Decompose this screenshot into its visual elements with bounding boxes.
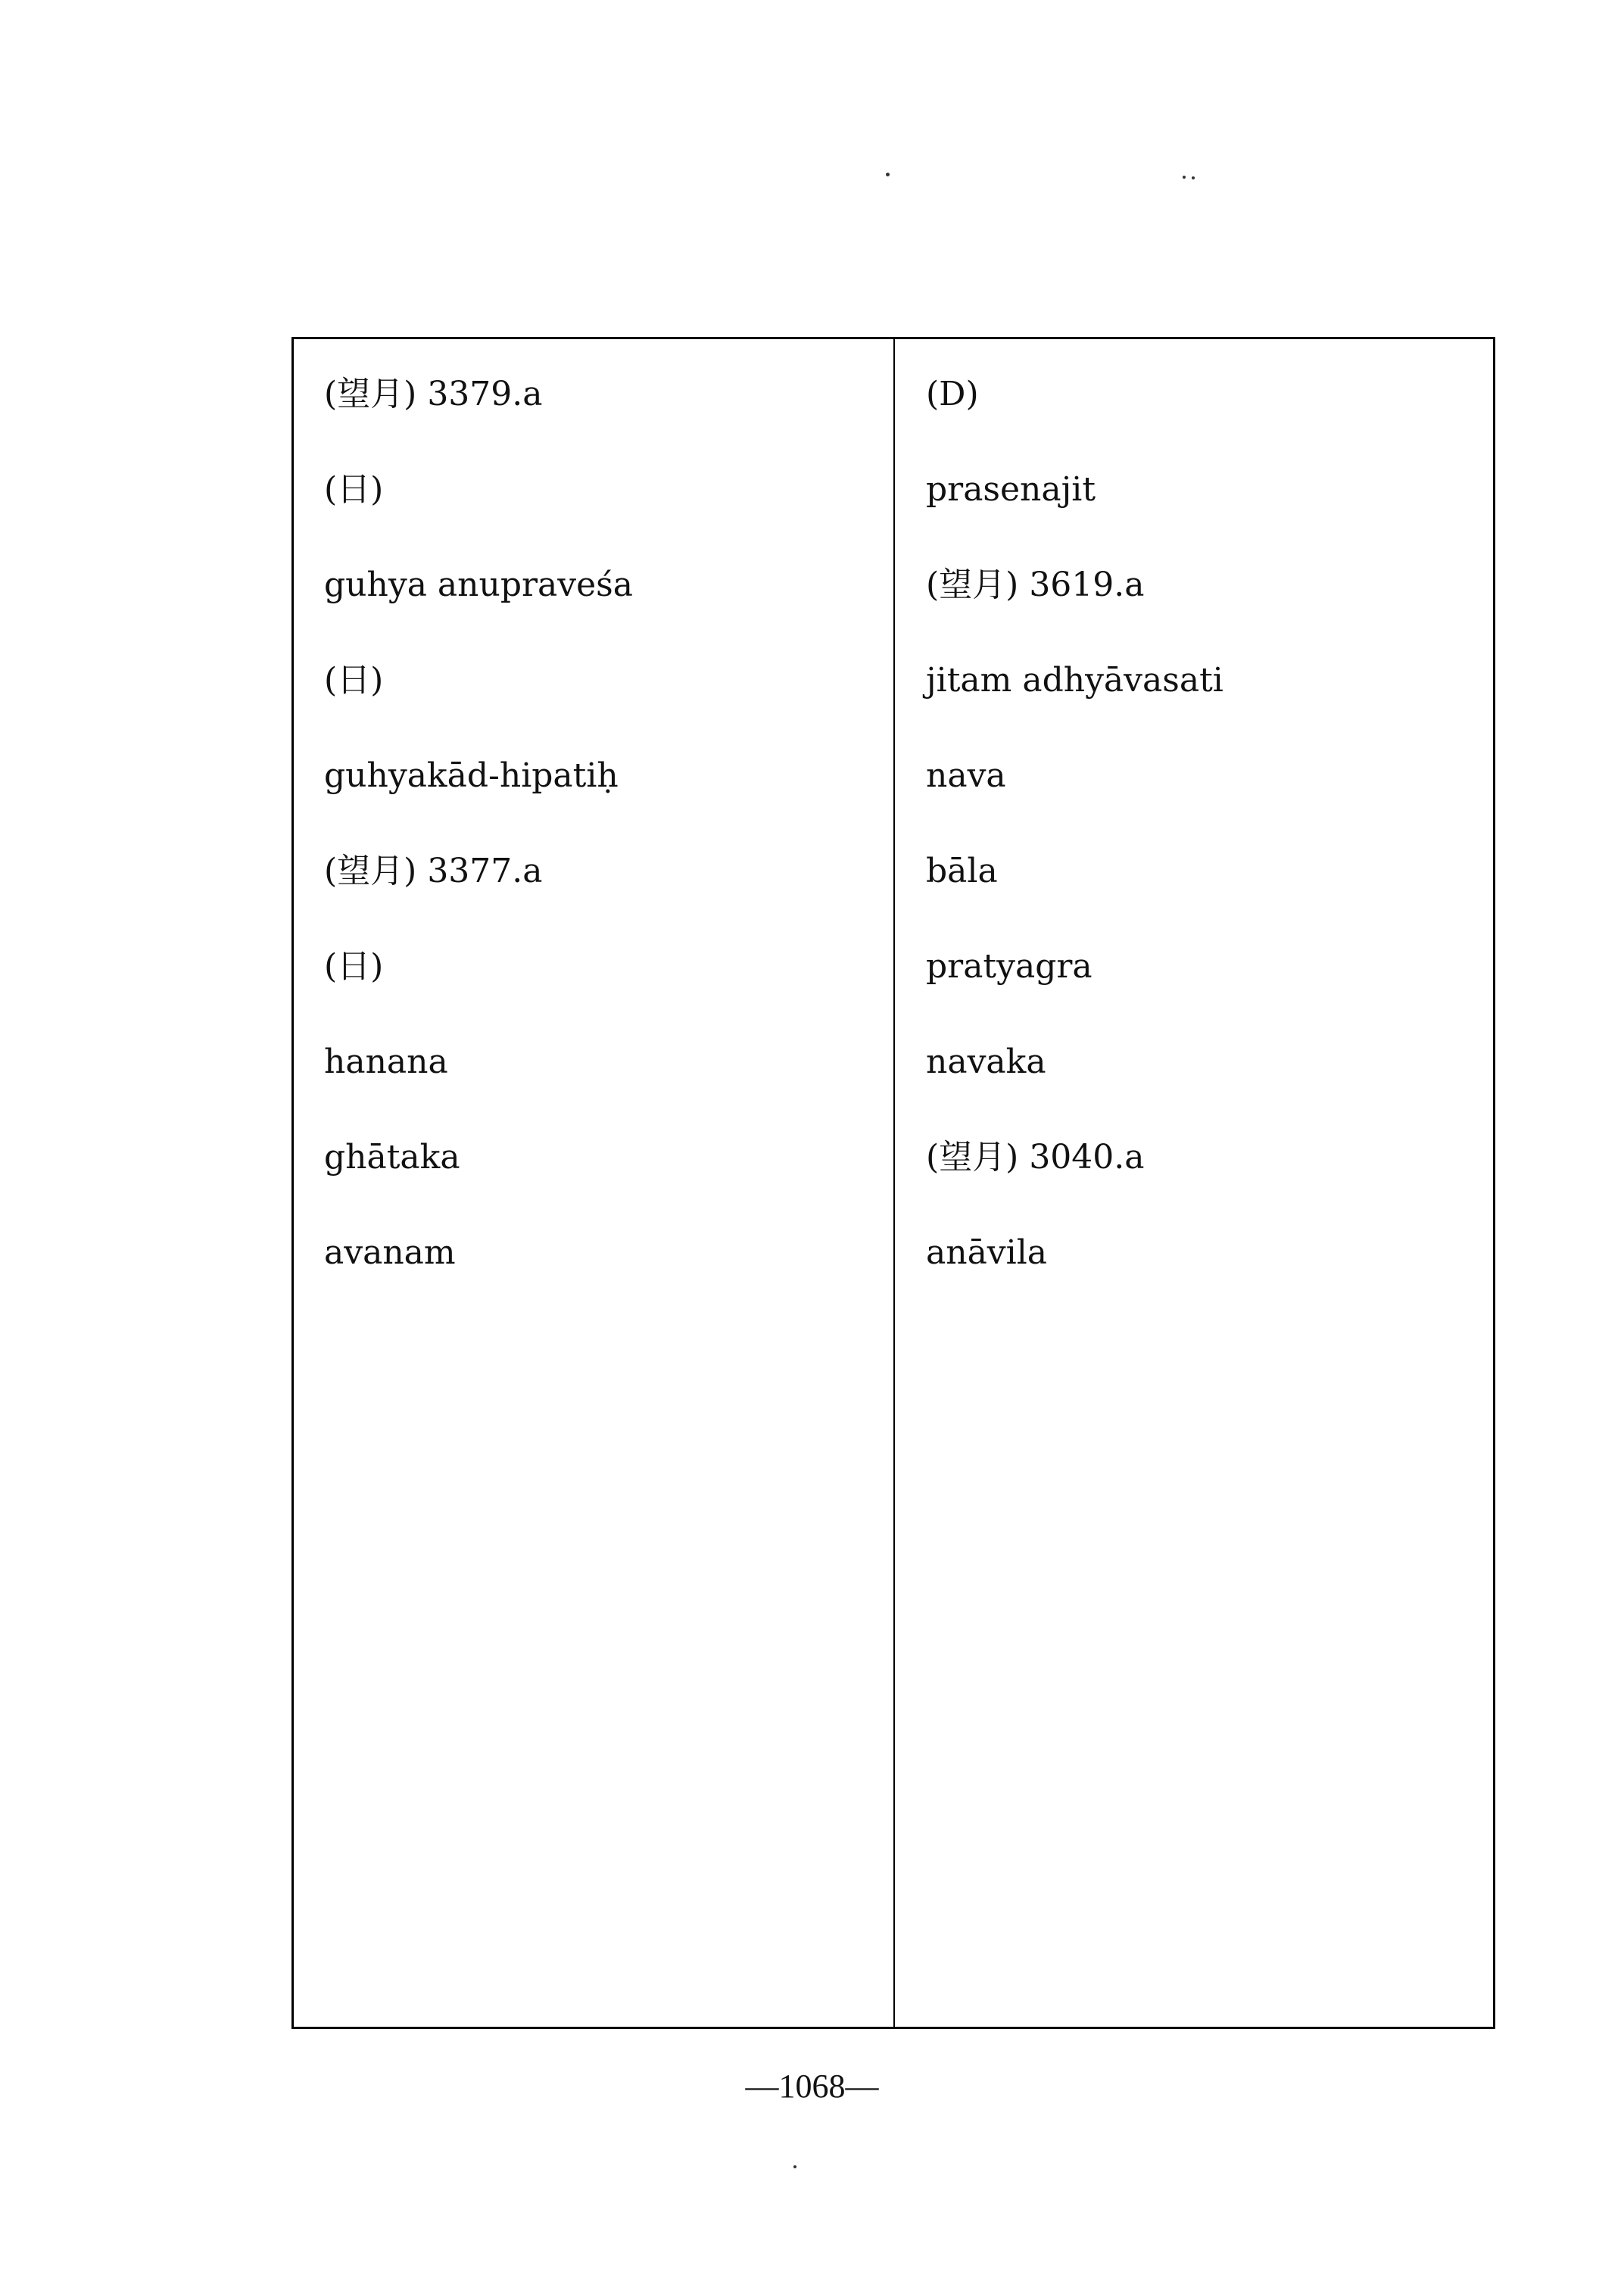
dictionary-entry: guhya anupraveśa xyxy=(324,566,633,604)
dictionary-entry: (日) xyxy=(324,470,384,509)
left-column xyxy=(324,369,865,1323)
dictionary-entry: bāla xyxy=(926,852,998,890)
dictionary-entry: nava xyxy=(926,756,1006,795)
dictionary-entry: (日) xyxy=(324,947,384,986)
scan-speck xyxy=(886,173,890,176)
dictionary-entry: guhyakād-hipatiḥ xyxy=(324,756,619,795)
dictionary-entry: (望月) 3619.a xyxy=(926,566,1145,604)
column-divider xyxy=(893,339,895,2027)
dictionary-entry: avanam xyxy=(324,1233,456,1272)
dictionary-frame xyxy=(291,337,1495,2029)
dictionary-entry: (望月) 3379.a xyxy=(324,375,543,413)
dictionary-entry: hanana xyxy=(324,1043,448,1081)
page-number: —1068— xyxy=(745,2068,879,2105)
dictionary-entry: (D) xyxy=(926,375,979,413)
dictionary-entry: (日) xyxy=(324,661,384,700)
scan-speck xyxy=(793,2165,796,2168)
dictionary-entry: prasenajit xyxy=(926,470,1096,509)
scan-speck xyxy=(1192,176,1195,179)
dictionary-entry: (望月) 3377.a xyxy=(324,852,543,890)
scan-speck xyxy=(1183,176,1186,179)
dictionary-entry: (望月) 3040.a xyxy=(926,1138,1145,1177)
right-column xyxy=(926,369,1467,1323)
dictionary-entry: jitam adhyāvasati xyxy=(926,661,1223,700)
dictionary-entry: pratyagra xyxy=(926,947,1093,986)
dictionary-entry: navaka xyxy=(926,1043,1046,1081)
dictionary-entry: ghātaka xyxy=(324,1138,460,1177)
dictionary-entry: anāvila xyxy=(926,1233,1048,1272)
